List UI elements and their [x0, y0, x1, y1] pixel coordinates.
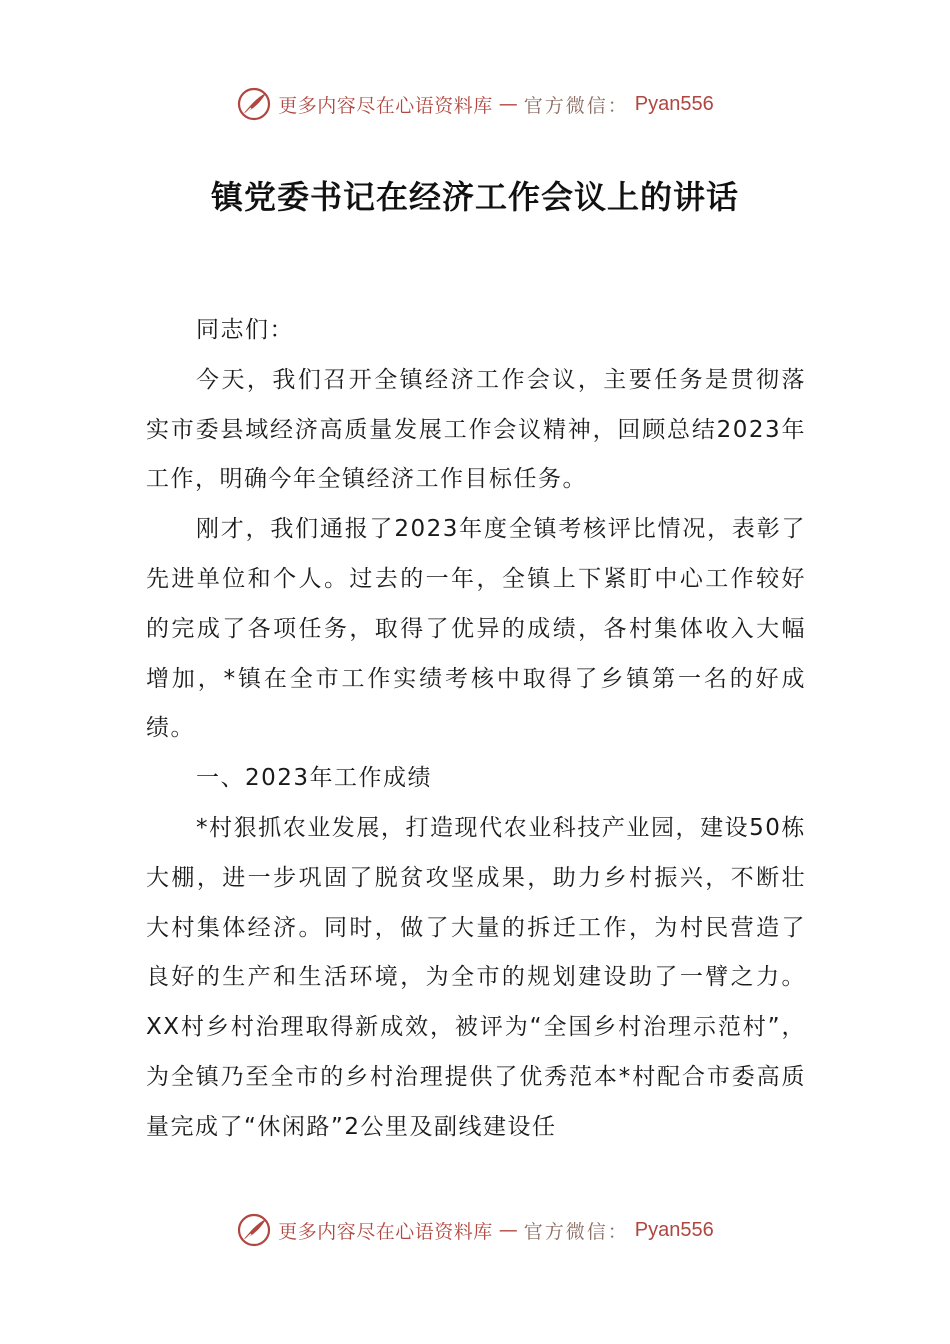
paragraph-review: 刚才，我们通报了2023年度全镇考核评比情况，表彰了先进单位和个人。过去的一年，全镇上下紧盯中心工作较好的完成了各项任务，取得了优异的成绩，各村集体收入大幅增加，*镇在全市工作实绩考核中取得了乡镇第一名的好成绩。 — [146, 516, 806, 742]
watermark-wechat-id: Pyan556 — [634, 92, 714, 115]
watermark-wechat-label: 官方微信： — [523, 94, 629, 117]
header-watermark-banner — [0, 84, 950, 124]
watermark-dash: — — [498, 93, 518, 115]
document-title: 镇党委书记在经济工作会议上的讲话 — [210, 178, 739, 216]
greeting: 同志们： — [196, 317, 294, 343]
section-heading: 一、2023年工作成绩 — [196, 765, 433, 792]
paragraph-achievements: *村狠抓农业发展，打造现代农业科技产业园，建设50栋大棚，进一步巩固了脱贫攻坚成果，助力乡村振兴，不断壮大村集体经济。同时，做了大量的拆迁工作，为村民营造了良好的生产和生活环境，为全市的规划建设助了一臂之力。XX村乡村治理取得新成效，被评为“全国乡村治理示范村”，为全镇乃至全市的乡村治理提供了优秀范本*村配合市委高质量完成了“休闲路”2公里及副线建设任 — [146, 814, 806, 1140]
paragraph-intro: 今天，我们召开全镇经济工作会议，主要任务是贯彻落实市委县域经济高质量发展工作会议精神，回顾总结2023年工作，明确今年全镇经济工作目标任务。 — [146, 366, 806, 493]
document-body — [146, 306, 806, 1153]
quill-logo-icon — [236, 86, 272, 122]
quill-logo-icon — [236, 1212, 272, 1248]
footer-watermark-banner — [0, 1210, 950, 1250]
watermark-brand-text: 更多内容尽在心语资料库 — [278, 1220, 493, 1243]
watermark-wechat-label: 官方微信： — [523, 1220, 629, 1243]
watermark-brand-text: 更多内容尽在心语资料库 — [278, 94, 493, 117]
watermark-wechat-id: Pyan556 — [634, 1218, 714, 1241]
watermark-dash: — — [498, 1219, 518, 1241]
